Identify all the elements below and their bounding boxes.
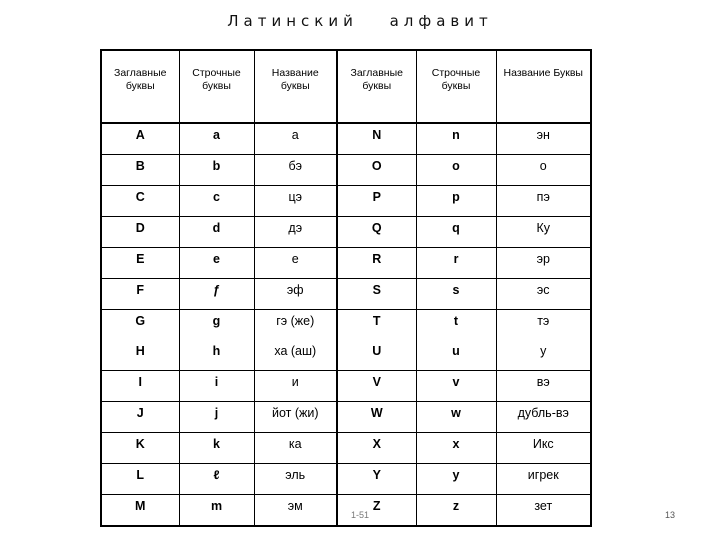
cell-uppercase-right: R bbox=[337, 248, 416, 279]
cell-name-right: эс bbox=[496, 279, 591, 310]
cell-lowercase-left: m bbox=[179, 495, 254, 527]
alphabet-table-container bbox=[100, 49, 590, 513]
cell-name-right: тэ bbox=[496, 310, 591, 341]
cell-uppercase-left: K bbox=[101, 433, 179, 464]
cell-name-right: эн bbox=[496, 123, 591, 155]
cell-lowercase-left: i bbox=[179, 371, 254, 402]
cell-uppercase-left: A bbox=[101, 123, 179, 155]
header-lowercase-left: Строчные буквы bbox=[179, 50, 254, 123]
cell-uppercase-right: N bbox=[337, 123, 416, 155]
table-row bbox=[101, 217, 591, 248]
page-number: 13 bbox=[664, 510, 675, 520]
cell-lowercase-left: j bbox=[179, 402, 254, 433]
cell-name-left: цэ bbox=[254, 186, 337, 217]
cell-name-left: ха (аш) bbox=[254, 340, 337, 371]
cell-name-right: пэ bbox=[496, 186, 591, 217]
header-lowercase-right: Строчные буквы bbox=[416, 50, 496, 123]
cell-name-right: игрек bbox=[496, 464, 591, 495]
cell-uppercase-right: O bbox=[337, 155, 416, 186]
table-row bbox=[101, 310, 591, 341]
cell-uppercase-left: D bbox=[101, 217, 179, 248]
table-row bbox=[101, 433, 591, 464]
header-name-left: Название буквы bbox=[254, 50, 337, 123]
cell-uppercase-right: S bbox=[337, 279, 416, 310]
cell-name-left: а bbox=[254, 123, 337, 155]
table-row bbox=[101, 340, 591, 371]
cell-lowercase-left: k bbox=[179, 433, 254, 464]
cell-uppercase-left: I bbox=[101, 371, 179, 402]
cell-lowercase-right: x bbox=[416, 433, 496, 464]
cell-lowercase-left: g bbox=[179, 310, 254, 341]
cell-lowercase-right: q bbox=[416, 217, 496, 248]
cell-name-right: вэ bbox=[496, 371, 591, 402]
cell-lowercase-right: z bbox=[416, 495, 496, 527]
cell-uppercase-right: V bbox=[337, 371, 416, 402]
cell-lowercase-left: ƒ bbox=[179, 279, 254, 310]
cell-lowercase-right: r bbox=[416, 248, 496, 279]
cell-lowercase-right: w bbox=[416, 402, 496, 433]
cell-uppercase-right: Y bbox=[337, 464, 416, 495]
footer-label: 1-51 bbox=[350, 510, 369, 520]
cell-uppercase-left: G bbox=[101, 310, 179, 341]
cell-lowercase-left: d bbox=[179, 217, 254, 248]
table-row bbox=[101, 402, 591, 433]
cell-lowercase-left: c bbox=[179, 186, 254, 217]
cell-uppercase-right: T bbox=[337, 310, 416, 341]
cell-name-left: эм bbox=[254, 495, 337, 527]
table-row bbox=[101, 123, 591, 155]
cell-name-left: эль bbox=[254, 464, 337, 495]
cell-name-left: бэ bbox=[254, 155, 337, 186]
cell-lowercase-right: s bbox=[416, 279, 496, 310]
cell-lowercase-left: e bbox=[179, 248, 254, 279]
cell-lowercase-right: p bbox=[416, 186, 496, 217]
cell-uppercase-left: E bbox=[101, 248, 179, 279]
cell-uppercase-right: X bbox=[337, 433, 416, 464]
cell-name-left: и bbox=[254, 371, 337, 402]
cell-name-right: у bbox=[496, 340, 591, 371]
header-uppercase-right: Заглавные буквы bbox=[337, 50, 416, 123]
table-row bbox=[101, 155, 591, 186]
cell-lowercase-right: o bbox=[416, 155, 496, 186]
header-row bbox=[101, 50, 591, 123]
cell-name-right: эр bbox=[496, 248, 591, 279]
cell-lowercase-right: u bbox=[416, 340, 496, 371]
cell-name-right: Икс bbox=[496, 433, 591, 464]
cell-lowercase-right: y bbox=[416, 464, 496, 495]
cell-lowercase-right: v bbox=[416, 371, 496, 402]
cell-name-left: е bbox=[254, 248, 337, 279]
cell-name-left: ка bbox=[254, 433, 337, 464]
cell-name-left: гэ (же) bbox=[254, 310, 337, 341]
cell-uppercase-left: H bbox=[101, 340, 179, 371]
cell-name-left: дэ bbox=[254, 217, 337, 248]
cell-uppercase-left: F bbox=[101, 279, 179, 310]
cell-name-right: зет bbox=[496, 495, 591, 527]
header-name-right: Название Буквы bbox=[496, 50, 591, 123]
cell-name-right: о bbox=[496, 155, 591, 186]
cell-lowercase-left: h bbox=[179, 340, 254, 371]
table-row bbox=[101, 371, 591, 402]
header-uppercase-left: Заглавные буквы bbox=[101, 50, 179, 123]
cell-name-right: Ку bbox=[496, 217, 591, 248]
cell-name-left: йот (жи) bbox=[254, 402, 337, 433]
cell-uppercase-left: M bbox=[101, 495, 179, 527]
cell-uppercase-right: P bbox=[337, 186, 416, 217]
cell-lowercase-right: n bbox=[416, 123, 496, 155]
cell-lowercase-left: b bbox=[179, 155, 254, 186]
cell-uppercase-right: U bbox=[337, 340, 416, 371]
table-row bbox=[101, 279, 591, 310]
cell-uppercase-right: Z bbox=[337, 495, 416, 527]
cell-uppercase-right: Q bbox=[337, 217, 416, 248]
table-row bbox=[101, 186, 591, 217]
table-row bbox=[101, 464, 591, 495]
cell-lowercase-right: t bbox=[416, 310, 496, 341]
cell-name-right: дубль-вэ bbox=[496, 402, 591, 433]
cell-uppercase-left: J bbox=[101, 402, 179, 433]
cell-uppercase-left: L bbox=[101, 464, 179, 495]
cell-lowercase-left: a bbox=[179, 123, 254, 155]
table-row bbox=[101, 248, 591, 279]
slide-title: Латинский алфавит bbox=[227, 12, 493, 30]
cell-name-left: эф bbox=[254, 279, 337, 310]
alphabet-table bbox=[100, 49, 592, 527]
cell-uppercase-left: B bbox=[101, 155, 179, 186]
cell-uppercase-left: C bbox=[101, 186, 179, 217]
cell-lowercase-left: ℓ bbox=[179, 464, 254, 495]
cell-uppercase-right: W bbox=[337, 402, 416, 433]
